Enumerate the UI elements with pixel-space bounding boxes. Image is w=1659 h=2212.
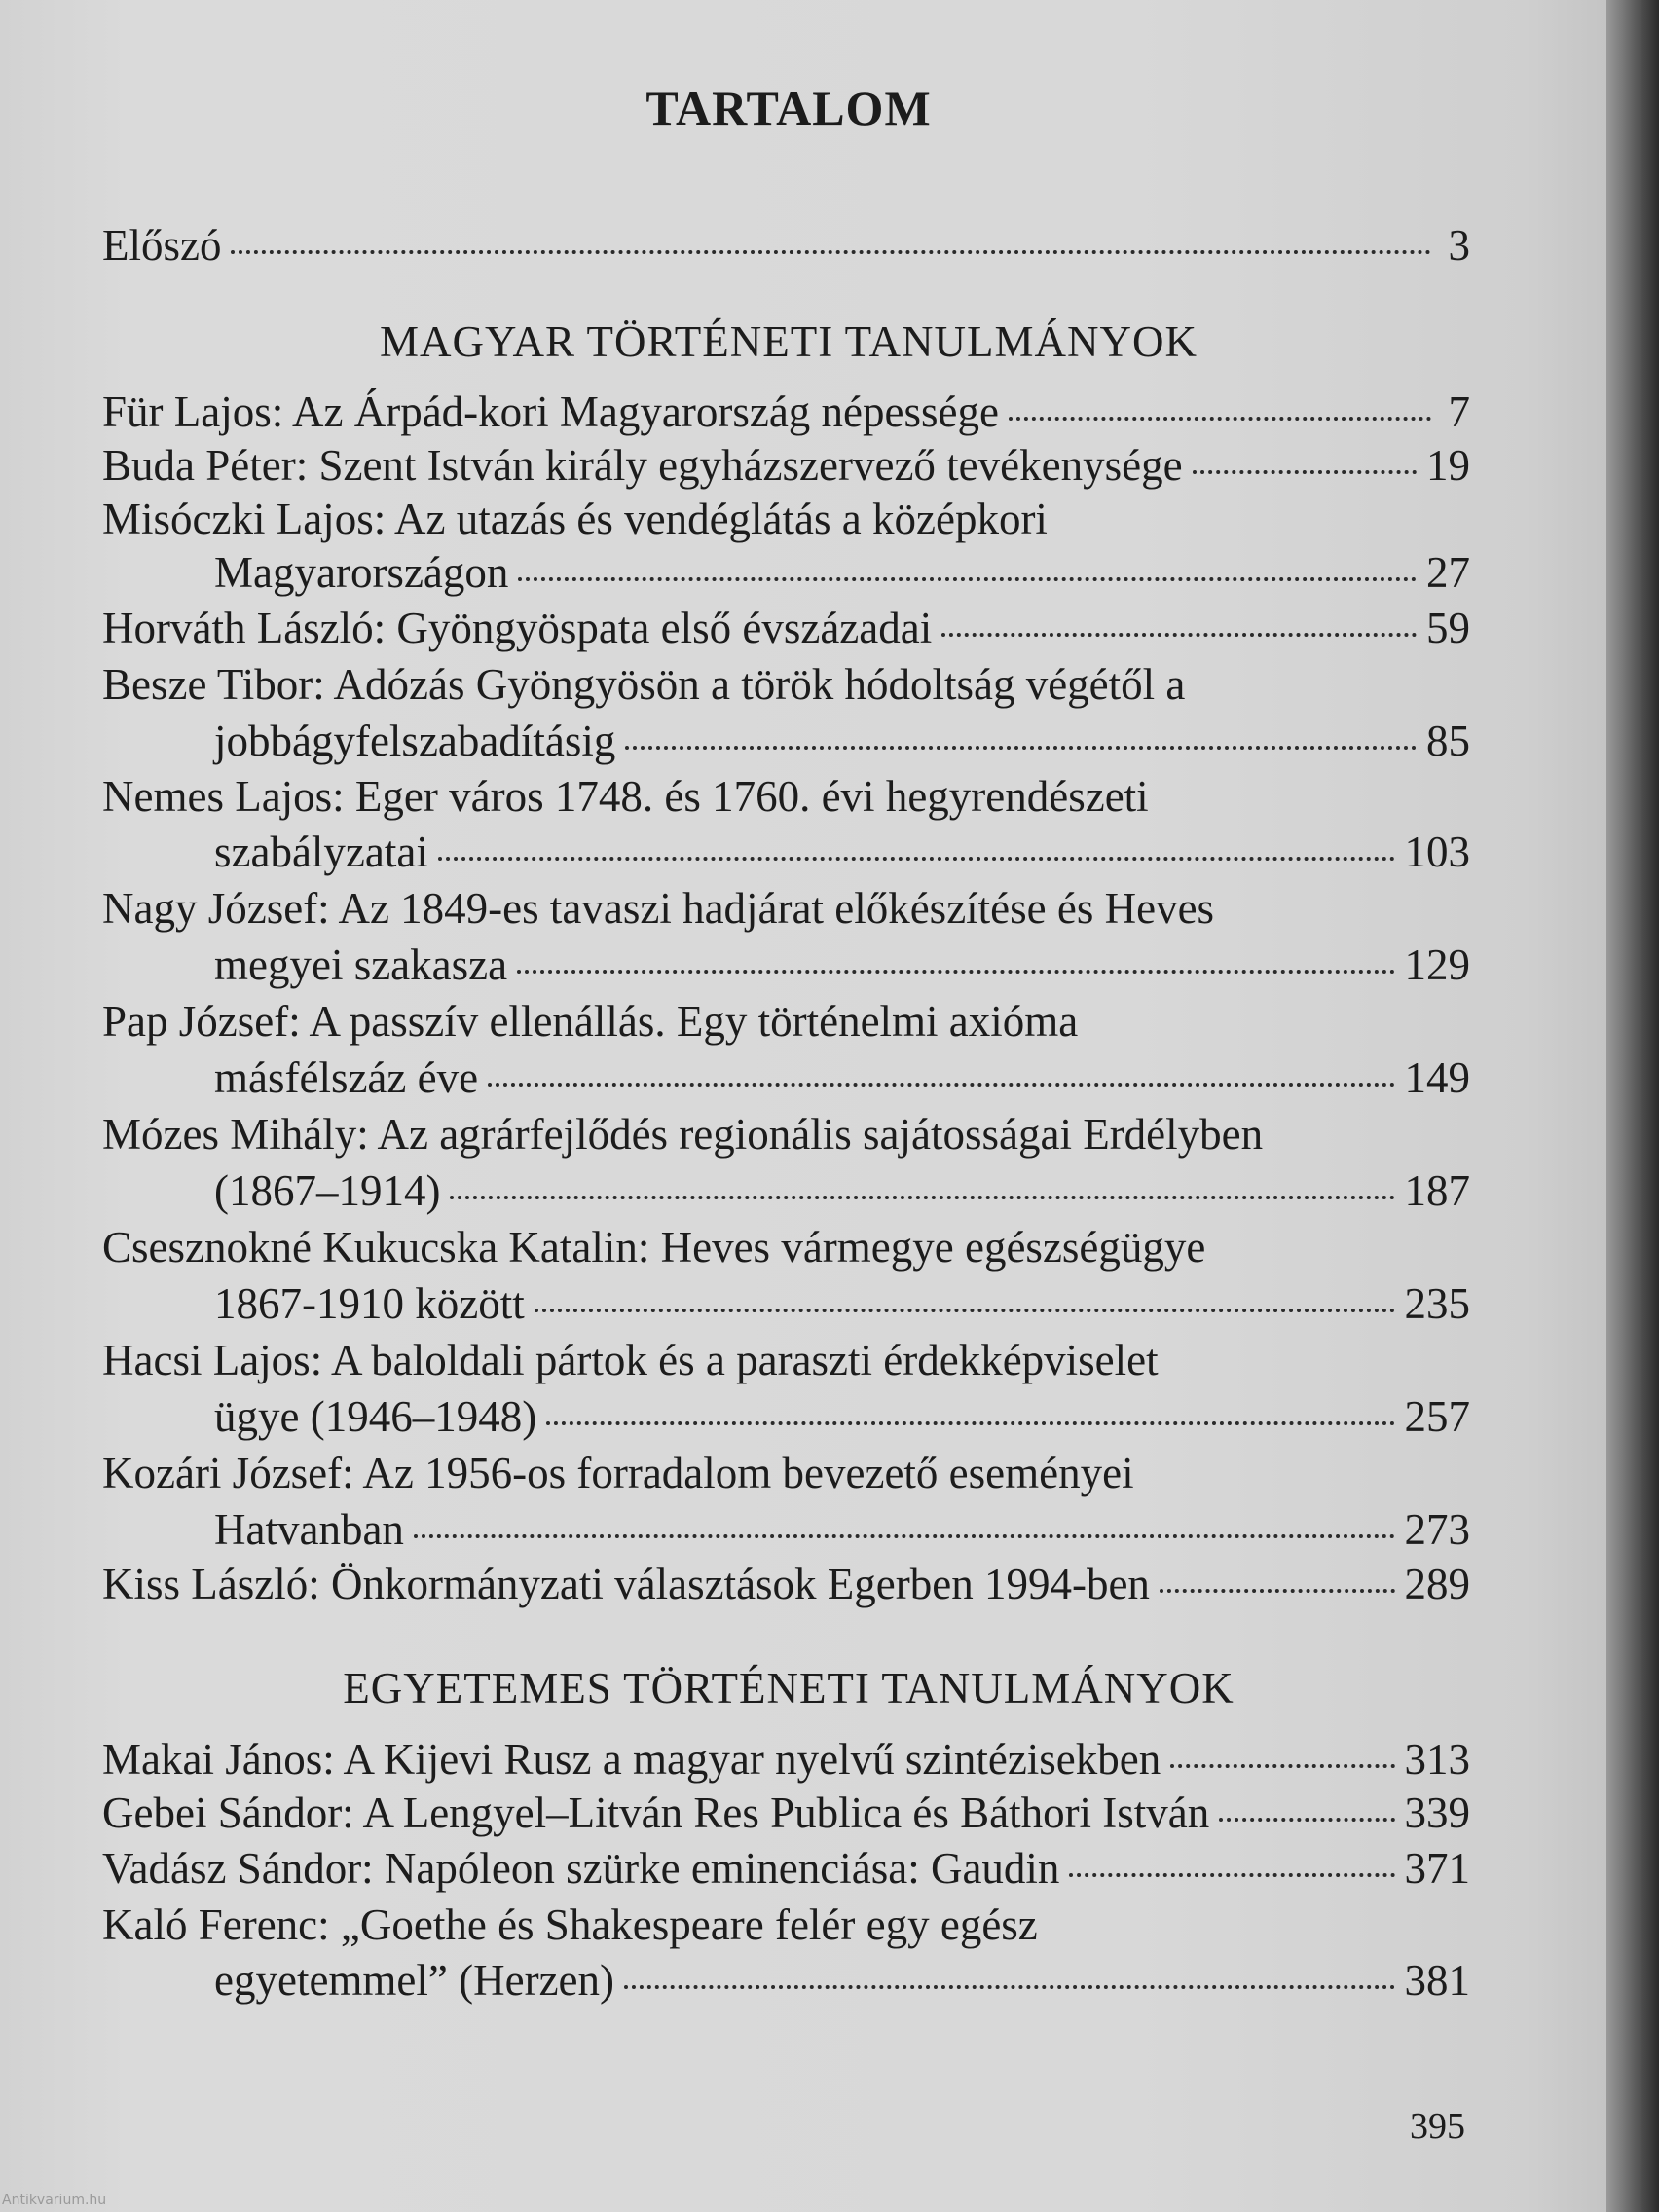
entry-text: Kiss László: Önkormányzati választások Egerben 1994-ben (102, 1560, 1150, 1608)
entry-page: 59 (1426, 604, 1470, 652)
toc-entry (102, 1788, 1470, 1837)
dot-leader (1160, 1589, 1395, 1593)
dot-leader (488, 1083, 1394, 1087)
entry-text-continuation: másfélszáz éve (214, 1053, 479, 1102)
dot-leader (517, 970, 1394, 974)
toc-entry-continuation (214, 548, 1470, 597)
dot-leader (1009, 417, 1431, 421)
toc-entry (102, 1844, 1470, 1893)
toc-entry-continuation (214, 1956, 1470, 2005)
page-number: 395 (1410, 2106, 1465, 2147)
entry-page: 371 (1404, 1844, 1470, 1893)
entry-page: 235 (1404, 1279, 1470, 1328)
entry-text: Vadász Sándor: Napóleon szürke eminenciása: Gaudin (102, 1844, 1060, 1893)
entry-text: Kozári József: Az 1956-os forradalom bevezető eseményei (102, 1449, 1134, 1497)
entry-text: Buda Péter: Szent István király egyházszervező tevékenysége (102, 441, 1183, 490)
toc-entry-continuation (214, 1279, 1470, 1328)
book-edge (1606, 0, 1659, 2212)
entry-text-continuation: (1867–1914) (214, 1166, 441, 1215)
dot-leader (546, 1421, 1394, 1425)
entry-page: 3 (1448, 221, 1470, 270)
toc-entry (102, 441, 1470, 490)
entry-page: 289 (1404, 1560, 1470, 1608)
toc-entry (102, 1735, 1470, 1784)
entry-text-continuation: 1867-1910 között (214, 1279, 525, 1328)
entry-page: 257 (1404, 1392, 1470, 1441)
toc-entry-continuation (214, 1166, 1470, 1215)
entry-page: 129 (1404, 940, 1470, 989)
entry-text: Nemes Lajos: Eger város 1748. és 1760. évi hegyrendészeti (102, 772, 1149, 821)
toc-entry-continuation (214, 1392, 1470, 1441)
dot-leader (624, 1985, 1395, 1989)
entry-text: Horváth László: Gyöngyöspata első évszázadai (102, 604, 933, 652)
toc-entry (102, 387, 1470, 436)
entry-text: Pap József: A passzív ellenállás. Egy történelmi axióma (102, 997, 1079, 1046)
entry-text-continuation: megyei szakasza (214, 940, 508, 989)
dot-leader (414, 1534, 1395, 1538)
toc-entry-continuation (214, 940, 1470, 989)
dot-leader (438, 857, 1395, 861)
toc-entry-continuation (214, 719, 1470, 763)
entry-page: 103 (1404, 828, 1470, 876)
entry-text: Misóczki Lajos: Az utazás és vendéglátás a középkori (102, 495, 1048, 543)
dot-leader (625, 746, 1417, 750)
toc-entry-continuation (214, 1505, 1470, 1554)
dot-leader (1219, 1818, 1394, 1822)
toc-entry-continuation (214, 830, 1470, 874)
toc-entry-foreword (102, 221, 1470, 270)
entry-text-continuation: jobbágyfelszabadításig (214, 717, 616, 765)
entry-text: Előszó (102, 221, 222, 270)
entry-page: 273 (1404, 1505, 1470, 1554)
entry-text-continuation: Hatvanban (214, 1505, 404, 1554)
entry-text: Kaló Ferenc: „Goethe és Shakespeare felér egy egész (102, 1900, 1038, 1949)
toc-entry-continuation (214, 1053, 1470, 1102)
watermark: Antikvarium.hu (2, 2193, 107, 2208)
dot-leader (941, 633, 1417, 637)
entry-text: Gebei Sándor: A Lengyel–Litván Res Publica és Báthori István (102, 1788, 1210, 1837)
dot-leader (1193, 470, 1417, 474)
dot-leader (518, 577, 1417, 581)
entry-page: 381 (1404, 1956, 1470, 2005)
entry-text: Nagy József: Az 1849-es tavaszi hadjárat előkészítése és Heves (102, 884, 1215, 933)
dot-leader (450, 1196, 1394, 1199)
toc-entry (102, 604, 1470, 652)
entry-text: Mózes Mihály: Az agrárfejlődés regionális sajátosságai Erdélyben (102, 1110, 1264, 1159)
entry-text-continuation: egyetemmel” (Herzen) (214, 1956, 614, 2005)
entry-page: 149 (1404, 1053, 1470, 1102)
toc-entry (102, 1560, 1470, 1608)
entry-text: Makai János: A Kijevi Rusz a magyar nyelvű szintézisekben (102, 1735, 1161, 1784)
entry-text: Besze Tibor: Adózás Gyöngyösön a török hódoltság végétől a (102, 660, 1186, 709)
page-title: TARTALOM (645, 81, 932, 135)
entry-page: 85 (1426, 717, 1470, 765)
entry-page: 7 (1448, 387, 1470, 436)
section-heading-universal: EGYETEMES TÖRTÉNETI TANULMÁNYOK (343, 1664, 1235, 1713)
dot-leader (1069, 1873, 1394, 1877)
entry-text-continuation: Magyarországon (214, 548, 509, 597)
entry-page: 27 (1426, 548, 1470, 597)
entry-page: 187 (1404, 1166, 1470, 1215)
entry-page: 19 (1426, 441, 1470, 490)
entry-text: Csesznokné Kukucska Katalin: Heves vármegye egészségügye (102, 1223, 1206, 1272)
dot-leader (1170, 1764, 1394, 1768)
section-heading-hungarian: MAGYAR TÖRTÉNETI TANULMÁNYOK (380, 317, 1198, 366)
dot-leader (231, 250, 1431, 254)
entry-text-continuation: ügye (1946–1948) (214, 1392, 537, 1441)
entry-page: 313 (1404, 1735, 1470, 1784)
entry-text: Für Lajos: Az Árpád-kori Magyarország népessége (102, 387, 999, 436)
entry-page: 339 (1404, 1788, 1470, 1837)
dot-leader (535, 1309, 1395, 1312)
entry-text-continuation: szabályzatai (214, 828, 428, 876)
entry-text: Hacsi Lajos: A baloldali pártok és a paraszti érdekképviselet (102, 1336, 1159, 1384)
